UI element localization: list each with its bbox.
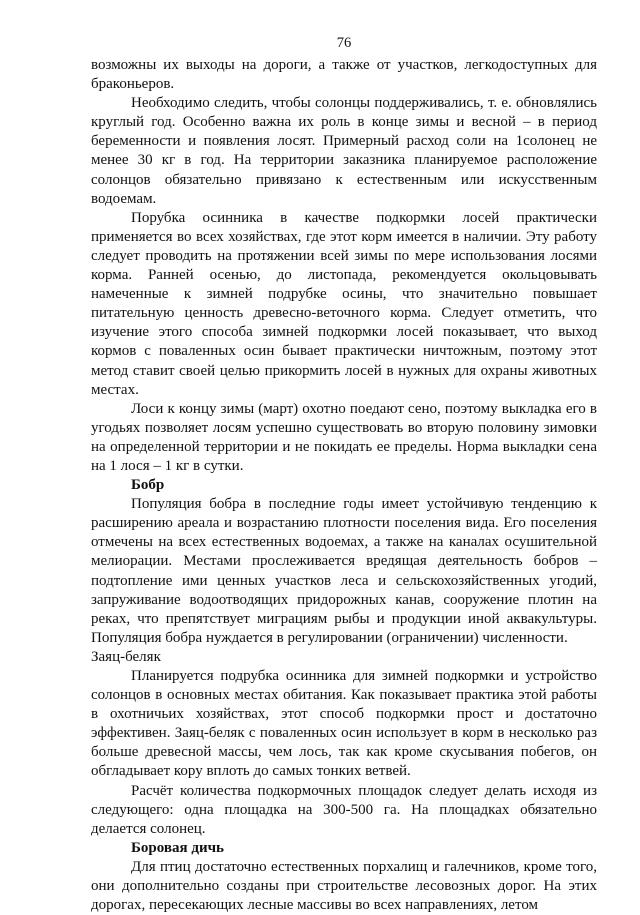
page-number: 76 bbox=[336, 35, 352, 51]
paragraph: Планируется подрубка осинника для зимней подкормки и устройство солонцов в основных местах обитания. Как показывает практика этой работы в охотничьих хозяйствах, этот способ подкормки прост и достаточно эффективен. Заяц-беляк с поваленных осин использует в корм в несколько раз больше древесной массы, чем лось, так как кроме скусывания побегов, он обгладывает кору вплоть до самых тонких ветвей. bbox=[91, 668, 597, 780]
section-heading: Боровая дичь bbox=[131, 839, 224, 856]
paragraph: Необходимо следить, чтобы солонцы поддерживались, т. е. обновлялись круглый год. Особенно важна их роль в конце зимы и весной – в период беременности и появления лосят. Примерный расход соли на 1солонец не менее 30 кг в год. На территории заказника планируемое расположение солонцов обязательно привязано к естественным или искусственным водоемам. bbox=[91, 95, 597, 207]
paragraph: Популяция бобра в последние годы имеет устойчивую тенденцию к расширению ареала и возрастанию плотности поселения вида. Его поселения отмечены на всех естественных водоемах, а также на каналах осушительной мелиорации. Местами прослеживается вредящая деятельность бобров – подтопление ими ценных участков леса и сельскохозяйственных угодий, запруживание водоотводящих придорожных канав, сооружение плотин на реках, что препятствует миграциям рыбы и продукции иной аквакультуры. Популяция бобра нуждается в регулировании (ограничении) численности. bbox=[91, 496, 597, 646]
section-heading: Заяц-беляк bbox=[91, 648, 161, 665]
document-page bbox=[91, 34, 597, 915]
section-heading: Бобр bbox=[131, 477, 165, 494]
paragraph: Лоси к концу зимы (март) охотно поедают сено, поэтому выкладка его в угодьях позволяет лосям успешно существовать во вторую половину зимовки на определенной территории и не покидать ее пределы. Норма выкладки сена на 1 лося – 1 кг в сутки. bbox=[91, 400, 597, 474]
paragraph: Для птиц достаточно естественных порхалищ и галечников, кроме того, они дополнительно созданы при строительстве лесовозных дорог. На этих дорогах, пересекающих лесные массивы во всех направлениях, летом bbox=[91, 858, 597, 914]
paragraph: Порубка осинника в качестве подкормки лосей практически применяется во всех хозяйствах, где этот корм имеется в наличии. Эту работу следует проводить на протяжении всей зимы по мере использования лосями корма. Ранней осенью, до листопада, рекомендуется окольцовывать намеченные к зимней подрубке осины, что значительно повышает питательную ценность древесно-веточного корма. Следует отметить, что изучение этого способа зимней подкормки лосей показывает, что выход кормов с поваленных осин бывает практически ничтожным, поэтому этот метод ставит своей целью прикормить лосей в нужных для охраны животных местах. bbox=[91, 209, 597, 398]
paragraph: Расчёт количества подкормочных площадок следует делать исходя из следующего: одна площадка на 300-500 га. На площадках обязательно делается солонец. bbox=[91, 782, 597, 837]
paragraph: возможны их выходы на дороги, а также от участков, легкодоступных для браконьеров. bbox=[91, 57, 597, 93]
